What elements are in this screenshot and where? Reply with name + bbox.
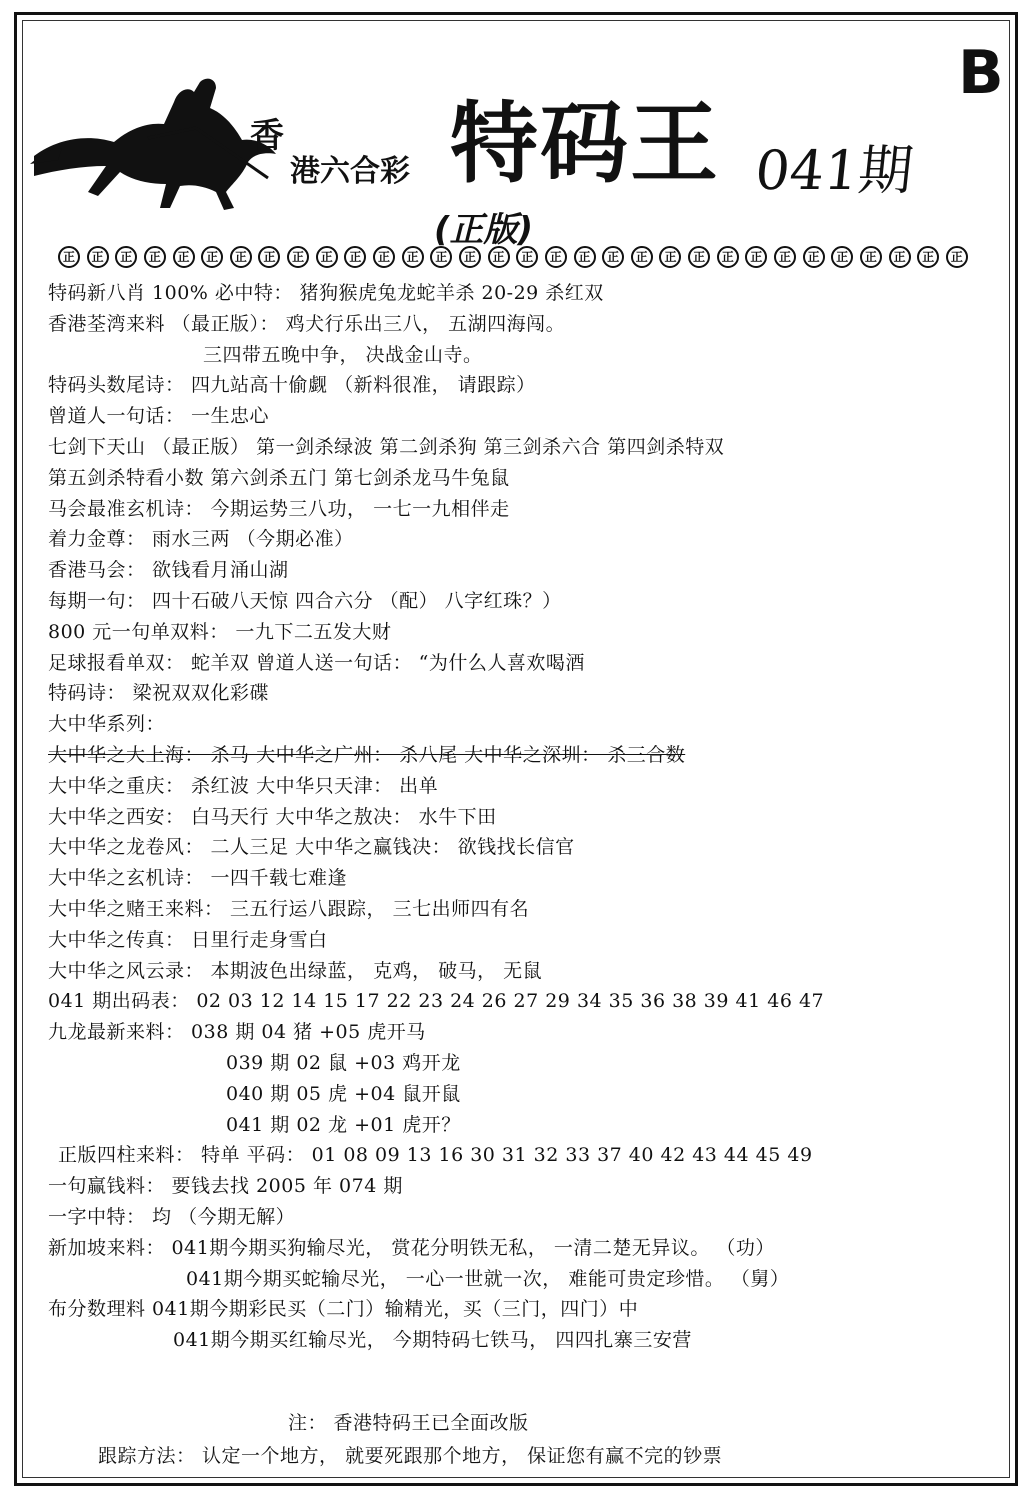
content-line: 正版四柱来料： 特单 平码： 01 08 09 13 16 30 31 32 33 37 40 42 43 44 45 49 — [58, 1144, 813, 1167]
genuine-stamp-icon: 正 — [488, 246, 510, 268]
genuine-stamp-icon: 正 — [659, 246, 681, 268]
genuine-stamp-icon: 正 — [774, 246, 796, 268]
genuine-stamp-icon: 正 — [115, 246, 137, 268]
page-title: 特码王 — [450, 91, 721, 195]
genuine-stamp-icon: 正 — [602, 246, 624, 268]
content-line: 九龙最新来料： 038 期 04 猪 +05 虎开马 — [48, 1021, 426, 1044]
content-line: 大中华系列： — [48, 713, 166, 736]
genuine-stamp-icon: 正 — [373, 246, 395, 268]
genuine-stamp-icon: 正 — [58, 246, 80, 268]
genuine-stamp-icon: 正 — [258, 246, 280, 268]
edition-label: (正版) — [434, 210, 534, 250]
genuine-stamp-icon: 正 — [402, 246, 424, 268]
genuine-stamp-icon: 正 — [230, 246, 252, 268]
genuine-stamp-icon: 正 — [545, 246, 567, 268]
content-line: 041期今期买蛇输尽光， 一心一世就一次， 难能可贵定珍惜。 （舅） — [186, 1267, 790, 1290]
content-line: 大中华之赌王来料： 三五行运八跟踪， 三七出师四有名 — [48, 897, 530, 920]
genuine-stamp-icon: 正 — [631, 246, 653, 268]
content-line: 大中华之风云录： 本期波色出绿蓝， 克鸡， 破马， 无鼠 — [48, 959, 543, 982]
content-line: 大中华之大上海： 杀马 大中华之广州： 杀八尾 大中华之深圳： 杀三合数 — [48, 743, 686, 766]
title-hong: 香 — [250, 116, 284, 156]
content-body — [48, 278, 978, 1356]
content-line: 足球报看单双： 蛇羊双 曾道人送一句话： “为什么人喜欢喝酒 — [48, 651, 585, 674]
content-line: 039 期 02 鼠 +03 鸡开龙 — [226, 1051, 461, 1074]
content-line: 三四带五晚中争， 决战金山寺。 — [203, 343, 483, 366]
content-line: 每期一句： 四十石破八天惊 四合六分 （配） 八字红珠？） — [48, 589, 562, 612]
edition-letter: B — [958, 38, 1004, 108]
content-line: 马会最准玄机诗： 今期运势三八功， 一七一九相伴走 — [48, 497, 510, 520]
content-line: 特码头数尾诗： 四九站高十偷觑 （新料很准， 请跟踪） — [48, 374, 536, 397]
genuine-stamp-icon: 正 — [688, 246, 710, 268]
genuine-stamp-icon: 正 — [516, 246, 538, 268]
genuine-stamp-icon: 正 — [173, 246, 195, 268]
genuine-stamp-icon: 正 — [201, 246, 223, 268]
issue-number: 041期 — [752, 139, 916, 202]
content-line: 大中华之西安： 白马天行 大中华之敖决： 水牛下田 — [48, 805, 497, 828]
genuine-stamp-icon: 正 — [87, 246, 109, 268]
genuine-stamp-icon: 正 — [144, 246, 166, 268]
genuine-stamp-icon: 正 — [574, 246, 596, 268]
content-line: 一字中特： 均 （今期无解） — [48, 1205, 296, 1228]
genuine-stamp-icon: 正 — [459, 246, 481, 268]
content-line: 香港马会： 欲钱看月涌山湖 — [48, 559, 289, 582]
content-line: 一句赢钱料： 要钱去找 2005 年 074 期 — [48, 1175, 403, 1198]
content-line: 040 期 05 虎 +04 鼠开鼠 — [226, 1082, 461, 1105]
genuine-stamp-icon: 正 — [344, 246, 366, 268]
footer-note: 注： 香港特码王已全面改版 — [288, 1412, 529, 1434]
content-line: 特码诗： 梁祝双双化彩碟 — [48, 682, 270, 705]
content-line: 041 期出码表： 02 03 12 14 15 17 22 23 24 26 27 29 34 35 36 38 39 41 46 47 — [48, 990, 825, 1013]
content-line: 特码新八肖 100% 必中特： 猪狗猴虎兔龙蛇羊杀 20-29 杀红双 — [48, 282, 604, 304]
genuine-stamp-icon: 正 — [287, 246, 309, 268]
content-line: 大中华之龙卷风： 二人三足 大中华之赢钱决： 欲钱找长信官 — [48, 836, 575, 859]
genuine-stamp-icon: 正 — [717, 246, 739, 268]
genuine-stamp-icon: 正 — [889, 246, 911, 268]
content-line: 041 期 02 龙 +01 虎开？ — [226, 1113, 461, 1136]
genuine-stamp-icon: 正 — [946, 246, 968, 268]
content-line: 布分数理料 041期今期彩民买（二门）输精光，买（三门，四门）中 — [48, 1298, 639, 1321]
content-line: 041期今期买红输尽光， 今期特码七铁马， 四四扎寨三安营 — [173, 1329, 692, 1352]
content-line: 新加坡来料： 041期今期买狗输尽光， 赏花分明铁无私， 一清二楚无异议。 （功） — [48, 1236, 775, 1259]
title-lottery: 港六合彩 — [290, 154, 410, 189]
content-line: 第五剑杀特看小数 第六剑杀五门 第七剑杀龙马牛兔鼠 — [48, 466, 510, 489]
content-line: 800 元一句单双料： 一九下二五发大财 — [48, 620, 392, 643]
content-line: 大中华之重庆： 杀红波 大中华只天津： 出单 — [48, 774, 439, 797]
genuine-stamp-band — [58, 246, 968, 268]
content-line: 曾道人一句话： 一生忠心 — [48, 405, 270, 428]
genuine-stamp-icon: 正 — [430, 246, 452, 268]
genuine-stamp-icon: 正 — [917, 246, 939, 268]
genuine-stamp-icon: 正 — [745, 246, 767, 268]
genuine-stamp-icon: 正 — [803, 246, 825, 268]
content-line: 着力金尊： 雨水三两 （今期必准） — [48, 528, 354, 551]
content-line: 七剑下天山 （最正版） 第一剑杀绿波 第二剑杀狗 第三剑杀六合 第四剑杀特双 — [48, 435, 725, 458]
genuine-stamp-icon: 正 — [831, 246, 853, 268]
content-line: 香港荃湾来料 （最正版）： 鸡犬行乐出三八， 五湖四海闯。 — [48, 312, 566, 335]
genuine-stamp-icon: 正 — [860, 246, 882, 268]
content-line: 大中华之传真： 日里行走身雪白 — [48, 928, 328, 951]
genuine-stamp-icon: 正 — [316, 246, 338, 268]
content-line: 大中华之玄机诗： 一四千载七难逢 — [48, 867, 348, 890]
footer-tracking-method: 跟踪方法： 认定一个地方， 就要死跟那个地方， 保证您有赢不完的钞票 — [98, 1445, 723, 1467]
